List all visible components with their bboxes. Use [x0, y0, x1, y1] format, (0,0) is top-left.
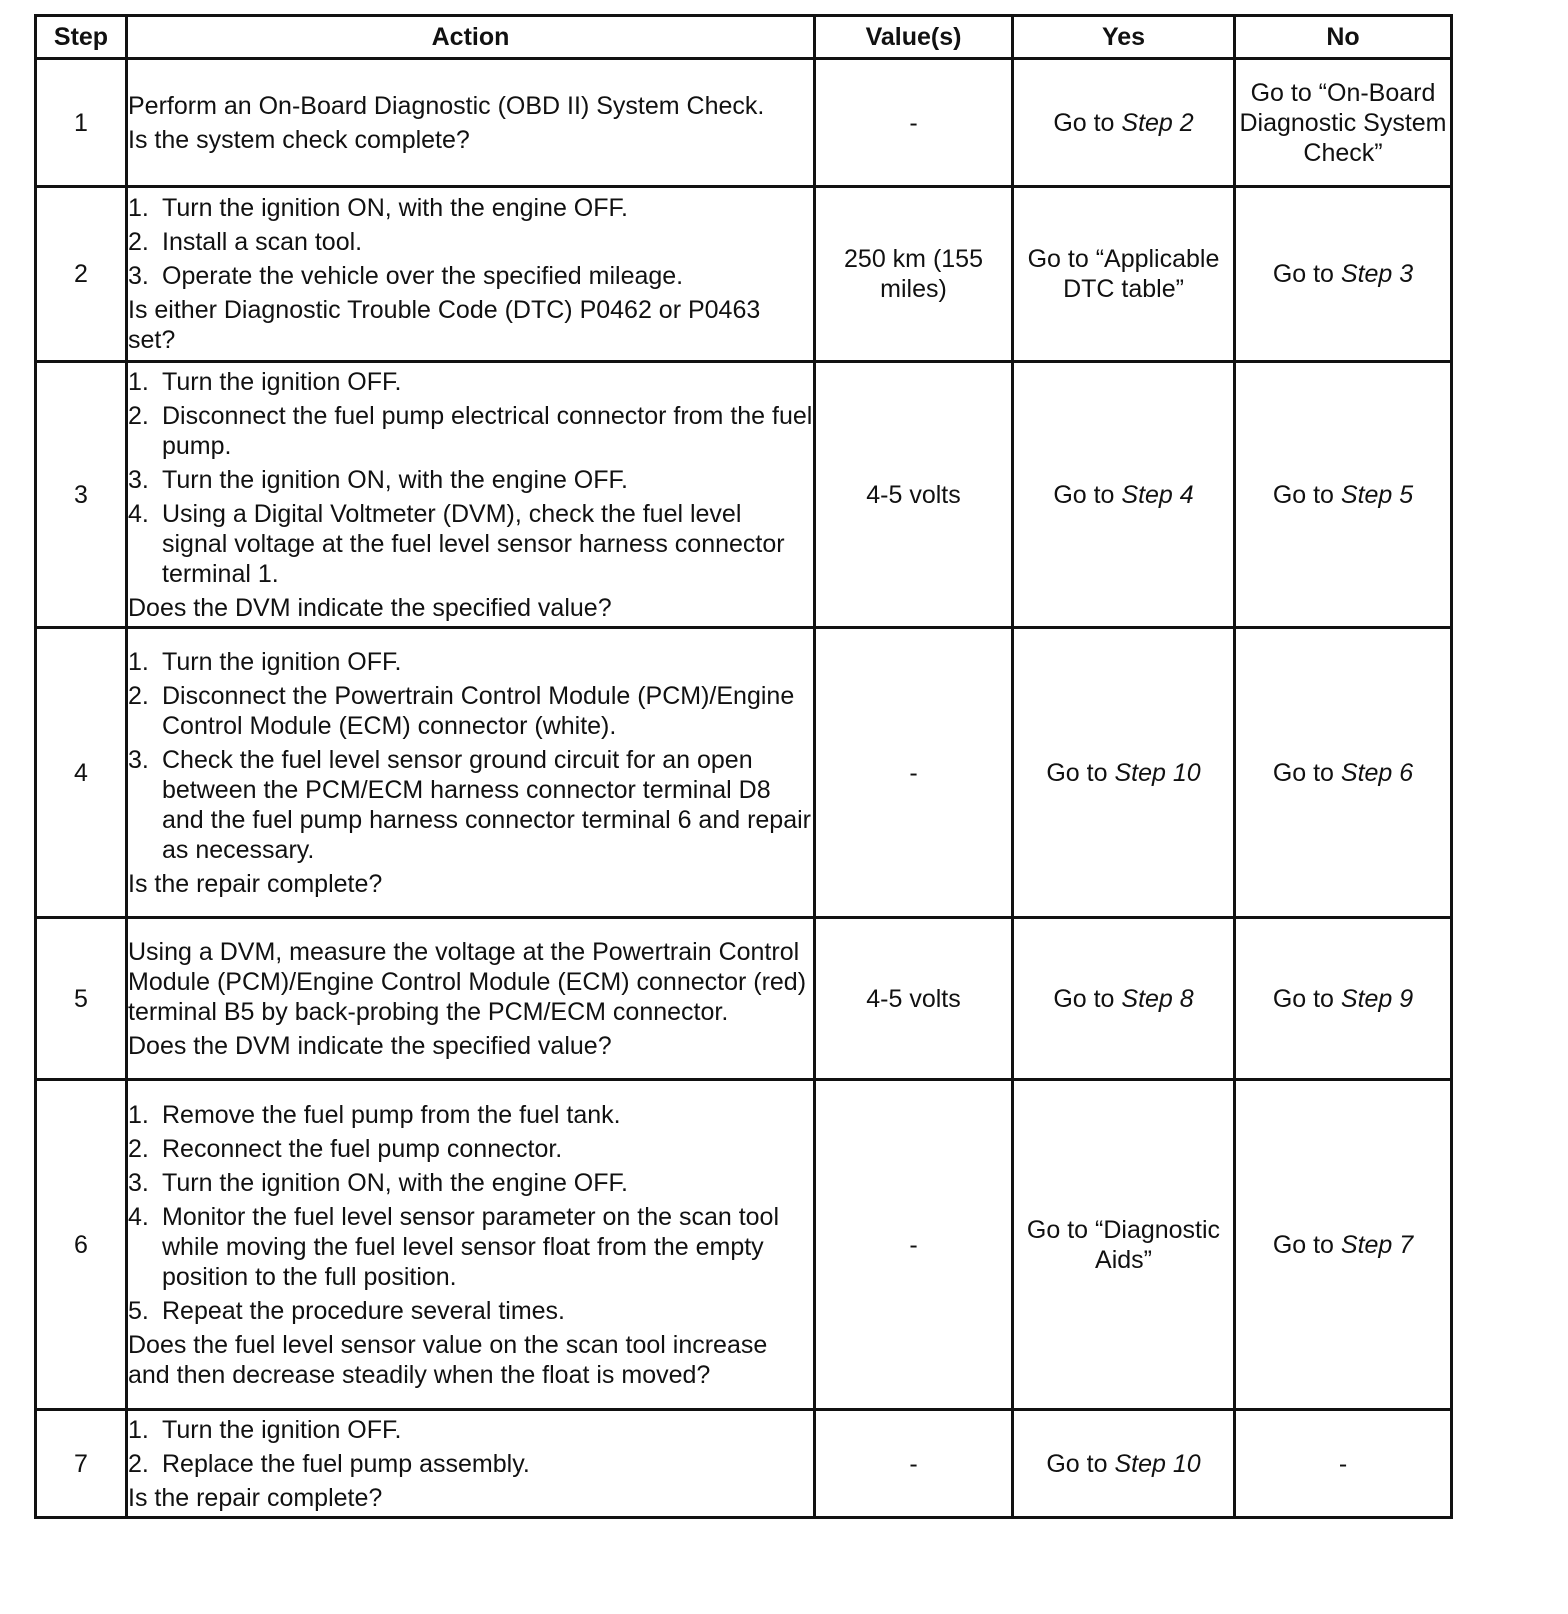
substep-number: 1.	[128, 1415, 149, 1444]
list-item	[128, 367, 813, 397]
substep-number: 4.	[128, 1202, 149, 1231]
list-item	[128, 401, 813, 461]
yes-step: Step 10	[1114, 1449, 1201, 1478]
yes-prefix: Go to	[1046, 1449, 1115, 1478]
value-cell: -	[815, 628, 1013, 918]
step-number: 7	[36, 1410, 127, 1518]
value-cell: 4-5 volts	[815, 362, 1013, 628]
substep-number: 4.	[128, 499, 149, 528]
substep-number: 3.	[128, 745, 149, 774]
value-cell: 4-5 volts	[815, 918, 1013, 1080]
yes-cell: Go to “Diagnostic Aids”	[1013, 1080, 1235, 1410]
header-no: No	[1235, 16, 1452, 59]
yes-prefix: Go to	[1053, 984, 1122, 1013]
step-number: 2	[36, 187, 127, 362]
substep-text: Replace the fuel pump assembly.	[162, 1449, 530, 1478]
no-step: Step 5	[1340, 480, 1414, 509]
no-cell: Go to “On-Board Diagnostic System Check”	[1235, 59, 1452, 187]
list-item	[128, 227, 813, 257]
no-cell	[1235, 362, 1452, 628]
table-row	[36, 1410, 1452, 1518]
yes-step: Step 10	[1114, 758, 1201, 787]
yes-cell	[1013, 918, 1235, 1080]
no-prefix: Go to	[1272, 260, 1341, 288]
list-item	[128, 1100, 813, 1130]
no-cell	[1235, 187, 1452, 362]
yes-step: Step 8	[1121, 984, 1194, 1013]
substep-text: Check the fuel level sensor ground circuit for an open between the PCM/ECM harness connector terminal D8 and the fuel pump harness connector terminal 6 and repair as necessary.	[162, 745, 811, 864]
substep-number: 1.	[128, 647, 149, 676]
step-number: 6	[36, 1080, 127, 1410]
action-cell	[127, 1410, 815, 1518]
yes-cell	[1013, 628, 1235, 918]
table-row	[36, 187, 1452, 362]
substep-number: 2.	[128, 1449, 149, 1478]
action-cell	[127, 59, 815, 187]
no-cell	[1235, 1080, 1452, 1410]
substep-text: Remove the fuel pump from the fuel tank.	[162, 1100, 621, 1129]
action-cell	[127, 628, 815, 918]
value-cell: -	[815, 1080, 1013, 1410]
substep-text: Turn the ignition ON, with the engine OFF.	[162, 465, 628, 494]
yes-cell	[1013, 59, 1235, 187]
yes-step: Step 4	[1121, 480, 1194, 509]
action-cell	[127, 918, 815, 1080]
substep-number: 5.	[128, 1296, 149, 1325]
no-prefix: Go to	[1272, 758, 1341, 787]
list-item	[128, 499, 813, 589]
list-item	[128, 745, 813, 865]
action-question: Is the repair complete?	[128, 1483, 383, 1512]
no-prefix: Go to	[1272, 1230, 1341, 1259]
substep-number: 1.	[128, 194, 149, 222]
value-cell: -	[815, 59, 1013, 187]
yes-prefix: Go to	[1046, 758, 1115, 787]
list-item	[128, 1415, 813, 1445]
table-row	[36, 362, 1452, 628]
action-question: Is the repair complete?	[128, 869, 383, 898]
substep-text: Operate the vehicle over the specified mileage.	[162, 262, 684, 290]
yes-step: Step 2	[1121, 108, 1194, 137]
substep-number: 2.	[128, 401, 149, 430]
value-cell: -	[815, 1410, 1013, 1518]
table-row	[36, 918, 1452, 1080]
yes-cell	[1013, 362, 1235, 628]
no-prefix: Go to	[1272, 480, 1341, 509]
no-step: Step 9	[1340, 984, 1414, 1013]
action-question: Does the DVM indicate the specified value?	[128, 1031, 612, 1060]
substep-list	[128, 647, 813, 865]
list-item	[128, 193, 813, 223]
substep-text: Monitor the fuel level sensor parameter on the scan tool while moving the fuel level sensor float from the empty position to the full position.	[162, 1202, 780, 1291]
substep-text: Turn the ignition OFF.	[162, 647, 402, 676]
substep-text: Turn the ignition ON, with the engine OFF.	[162, 194, 628, 222]
substep-text: Using a Digital Voltmeter (DVM), check the fuel level signal voltage at the fuel level sensor harness connector terminal 1.	[162, 499, 785, 588]
substep-text: Install a scan tool.	[162, 228, 363, 256]
list-item	[128, 1296, 813, 1326]
list-item	[128, 465, 813, 495]
table-row	[36, 628, 1452, 918]
action-cell	[127, 1080, 815, 1410]
yes-prefix: Go to	[1053, 480, 1122, 509]
table-row	[36, 59, 1452, 187]
step-number: 1	[36, 59, 127, 187]
list-item	[128, 1134, 813, 1164]
yes-cell	[1013, 1410, 1235, 1518]
substep-number: 3.	[128, 262, 149, 290]
action-text: Using a DVM, measure the voltage at the Powertrain Control Module (PCM)/Engine Control Module (ECM) connector (red) terminal B5 by back-probing the PCM/ECM connector.	[128, 937, 807, 1026]
substep-text: Reconnect the fuel pump connector.	[162, 1134, 563, 1163]
header-yes: Yes	[1013, 16, 1235, 59]
no-cell: -	[1235, 1410, 1452, 1518]
substep-list	[128, 367, 813, 589]
list-item	[128, 1168, 813, 1198]
substep-number: 3.	[128, 465, 149, 494]
substep-list	[128, 1415, 813, 1479]
step-number: 3	[36, 362, 127, 628]
substep-list	[128, 1100, 813, 1326]
action-question: Does the fuel level sensor value on the scan tool increase and then decrease steadily when the float is moved?	[128, 1330, 768, 1389]
list-item	[128, 1449, 813, 1479]
no-cell	[1235, 918, 1452, 1080]
step-number: 5	[36, 918, 127, 1080]
yes-cell: Go to “Applicable DTC table”	[1013, 187, 1235, 362]
substep-number: 1.	[128, 1100, 149, 1129]
no-step: Step 3	[1340, 260, 1414, 288]
yes-prefix: Go to	[1053, 108, 1122, 137]
substep-number: 2.	[128, 1134, 149, 1163]
action-cell	[127, 187, 815, 362]
substep-text: Disconnect the fuel pump electrical connector from the fuel pump.	[162, 401, 813, 460]
list-item	[128, 261, 813, 291]
substep-text: Turn the ignition OFF.	[162, 1415, 402, 1444]
header-step: Step	[36, 16, 127, 59]
step-number: 4	[36, 628, 127, 918]
substep-number: 2.	[128, 681, 149, 710]
substep-text: Repeat the procedure several times.	[162, 1296, 565, 1325]
no-step: Step 6	[1340, 758, 1414, 787]
header-values: Value(s)	[815, 16, 1013, 59]
substep-text: Turn the ignition OFF.	[162, 367, 402, 396]
list-item	[128, 1202, 813, 1292]
substep-text: Turn the ignition ON, with the engine OFF.	[162, 1168, 628, 1197]
action-question: Is either Diagnostic Trouble Code (DTC) P0462 or P0463 set?	[128, 296, 761, 354]
substep-text: Disconnect the Powertrain Control Module (PCM)/Engine Control Module (ECM) connector (white).	[162, 681, 795, 740]
no-step: Step 7	[1340, 1230, 1414, 1259]
no-prefix: Go to	[1272, 984, 1341, 1013]
header-row	[36, 16, 1452, 59]
no-cell	[1235, 628, 1452, 918]
action-question: Does the DVM indicate the specified value?	[128, 593, 612, 622]
header-action: Action	[127, 16, 815, 59]
action-text: Perform an On-Board Diagnostic (OBD II) System Check.	[128, 91, 765, 120]
substep-number: 2.	[128, 228, 149, 256]
diagnostic-table	[34, 14, 1453, 1519]
action-cell	[127, 362, 815, 628]
value-cell: 250 km (155 miles)	[815, 187, 1013, 362]
list-item	[128, 647, 813, 677]
substep-number: 1.	[128, 367, 149, 396]
table-row	[36, 1080, 1452, 1410]
substep-list	[128, 193, 813, 291]
list-item	[128, 681, 813, 741]
action-question: Is the system check complete?	[128, 125, 470, 154]
substep-number: 3.	[128, 1168, 149, 1197]
